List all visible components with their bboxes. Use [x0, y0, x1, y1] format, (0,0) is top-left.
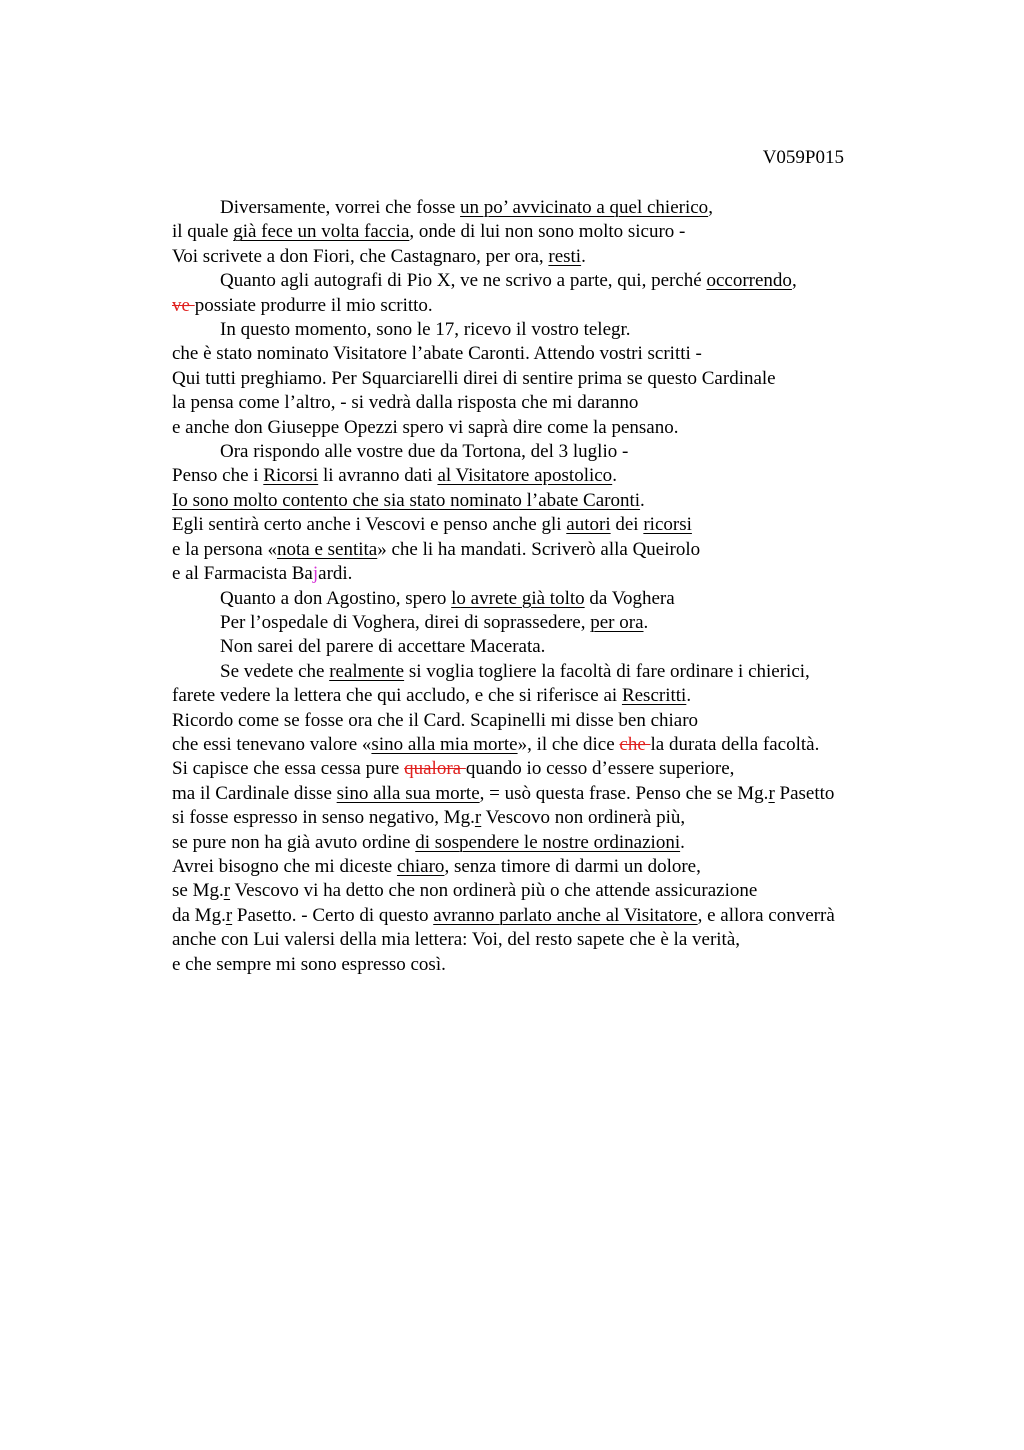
- text-line: [172, 294, 835, 318]
- letter-body: [172, 196, 835, 977]
- text-segment: e la persona «: [172, 538, 277, 560]
- underlined-text: Io sono molto contento che sia stato nominato l’abate Caronti: [172, 489, 641, 511]
- text-segment: Vescovo non ordinerà più,: [481, 807, 686, 829]
- text-segment: Quanto agli autografi di Pio X, ve ne scrivo a parte, qui, perché: [220, 270, 707, 292]
- underlined-text: Rescritti: [621, 685, 687, 707]
- text-segment: », il che dice: [517, 733, 620, 755]
- text-segment: , senza timore di darmi un dolore,: [444, 855, 701, 877]
- text-segment: che essi tenevano valore «: [172, 733, 372, 755]
- text-line: [172, 904, 835, 928]
- text-line: [172, 709, 835, 733]
- text-segment: Non sarei del parere di accettare Macerata.: [220, 636, 546, 658]
- text-segment: Penso che i: [172, 465, 264, 487]
- text-segment: che è stato nominato Visitatore l’abate Caronti. Attendo vostri scritti -: [172, 343, 702, 365]
- deleted-text: qualora: [404, 758, 466, 780]
- underlined-text: occorrendo: [706, 270, 792, 292]
- underlined-text: sino alla sua morte: [336, 782, 480, 804]
- text-segment: Per l’ospedale di Voghera, direi di soprassedere,: [220, 611, 591, 633]
- text-segment: se pure non ha già avuto ordine: [172, 831, 416, 853]
- text-line: [172, 367, 835, 391]
- underlined-text: resti: [548, 245, 582, 267]
- text-segment: Se vedete che: [220, 660, 330, 682]
- text-line: [172, 562, 835, 586]
- page-identifier: V059P015: [762, 147, 844, 168]
- text-segment: farete vedere la lettera che qui accludo, e che si riferisce ai: [172, 685, 622, 707]
- text-line: [172, 879, 835, 903]
- text-line: [172, 635, 835, 659]
- text-segment: e anche don Giuseppe Opezzi spero vi saprà dire come la pensano.: [172, 416, 679, 438]
- deleted-text: ve: [172, 294, 195, 316]
- underlined-text: ricorsi: [643, 514, 692, 536]
- text-line: [172, 196, 835, 220]
- text-segment: la durata della facoltà.: [650, 733, 820, 755]
- underlined-text: già fece un volta faccia: [233, 221, 410, 243]
- text-line: [172, 269, 835, 293]
- text-segment: dei: [610, 514, 644, 536]
- text-line: [172, 391, 835, 415]
- text-line: [172, 806, 835, 830]
- text-line: [172, 440, 835, 464]
- text-line: [172, 538, 835, 562]
- text-line: [172, 953, 835, 977]
- deleted-text: che: [619, 733, 651, 755]
- text-segment: .: [686, 685, 692, 707]
- underlined-text: r: [223, 880, 231, 902]
- text-segment: » che li ha mandati. Scriverò alla Queirolo: [377, 538, 701, 560]
- text-segment: da Mg.: [172, 904, 226, 926]
- text-segment: e che sempre mi sono espresso così.: [172, 953, 446, 975]
- text-segment: Diversamente, vorrei che fosse: [220, 197, 461, 218]
- underlined-text: nota e sentita: [276, 538, 378, 560]
- text-line: [172, 416, 835, 440]
- underlined-text: avranno parlato anche al Visitatore: [433, 904, 698, 926]
- text-segment: .: [581, 245, 586, 267]
- text-segment: da Voghera: [584, 587, 675, 609]
- text-line: [172, 245, 835, 269]
- underlined-text: r: [225, 904, 233, 926]
- text-segment: possiate produrre il mio scritto.: [194, 294, 433, 316]
- underlined-text: autori: [566, 514, 611, 536]
- text-segment: .: [612, 465, 617, 487]
- text-line: [172, 587, 835, 611]
- text-segment: si fosse espresso in senso negativo, Mg.: [172, 807, 475, 829]
- text-segment: se Mg.: [172, 880, 224, 902]
- text-segment: Si capisce che essa cessa pure: [172, 758, 405, 780]
- text-segment: , = usò questa frase. Penso che se Mg.: [479, 782, 769, 804]
- text-line: [172, 757, 835, 781]
- underlined-text: sino alla mia morte: [371, 733, 518, 755]
- text-line: [172, 513, 835, 537]
- text-line: [172, 831, 835, 855]
- text-segment: In questo momento, sono le 17, ricevo il vostro telegr.: [220, 319, 631, 341]
- text-segment: Vescovo vi ha detto che non ordinerà più o che attende assicurazione: [230, 880, 758, 902]
- text-line: [172, 733, 835, 757]
- text-segment: Voi scrivete a don Fiori, che Castagnaro, per ora,: [172, 245, 549, 267]
- text-segment: .: [680, 831, 685, 853]
- text-segment: , onde di lui non sono molto sicuro -: [409, 221, 686, 243]
- text-line: [172, 782, 835, 806]
- text-segment: anche con Lui valersi della mia lettera: Voi, del resto sapete che è la verità,: [172, 929, 741, 951]
- text-segment: ardi.: [318, 563, 353, 585]
- text-segment: , e allora converrà: [697, 904, 835, 926]
- text-segment: ma il Cardinale disse: [172, 782, 337, 804]
- underlined-text: r: [768, 782, 775, 804]
- inserted-text: j: [312, 563, 319, 585]
- text-line: [172, 928, 835, 952]
- text-segment: Egli sentirà certo anche i Vescovi e penso anche gli: [172, 514, 567, 536]
- text-segment: ,: [708, 197, 713, 218]
- underlined-text: lo avrete già tolto: [451, 587, 585, 609]
- text-segment: Pasetto. - Certo di questo: [232, 904, 434, 926]
- text-line: [172, 220, 835, 244]
- underlined-text: per ora: [590, 611, 644, 633]
- text-segment: la pensa come l’altro, - si vedrà dalla risposta che mi daranno: [172, 392, 639, 414]
- text-segment: si voglia togliere la facoltà di fare ordinare i chierici,: [404, 660, 810, 682]
- text-line: [172, 660, 835, 684]
- underlined-text: un po’ avvicinato a quel chierico: [460, 197, 709, 218]
- text-segment: Ora rispondo alle vostre due da Tortona, del 3 luglio -: [220, 441, 629, 463]
- text-segment: .: [643, 611, 649, 633]
- text-line: [172, 318, 835, 342]
- underlined-text: di sospendere le nostre ordinazioni: [415, 831, 681, 853]
- text-segment: Ricordo come se fosse ora che il Card. Scapinelli mi disse ben chiaro: [172, 709, 699, 731]
- text-segment: li avranno dati: [318, 465, 438, 487]
- text-segment: quando io cesso d’essere superiore,: [465, 758, 735, 780]
- underlined-text: r: [474, 807, 482, 829]
- underlined-text: Ricorsi: [263, 465, 319, 487]
- text-line: [172, 684, 835, 708]
- text-segment: Quanto a don Agostino, spero: [220, 587, 452, 609]
- underlined-text: realmente: [329, 660, 405, 682]
- text-line: [172, 464, 835, 488]
- text-segment: Pasetto: [774, 782, 835, 804]
- underlined-text: al Visitatore apostolico: [437, 465, 613, 487]
- text-segment: Avrei bisogno che mi diceste: [172, 855, 397, 877]
- text-line: [172, 855, 835, 879]
- text-segment: ,: [791, 270, 797, 292]
- text-line: [172, 342, 835, 366]
- text-segment: Qui tutti preghiamo. Per Squarciarelli direi di sentire prima se questo Cardinale: [172, 367, 776, 389]
- text-line: [172, 611, 835, 635]
- text-line: [172, 489, 835, 513]
- text-segment: .: [640, 489, 645, 511]
- text-segment: e al Farmacista Ba: [172, 563, 313, 585]
- underlined-text: chiaro: [396, 855, 445, 877]
- text-segment: il quale: [172, 221, 234, 243]
